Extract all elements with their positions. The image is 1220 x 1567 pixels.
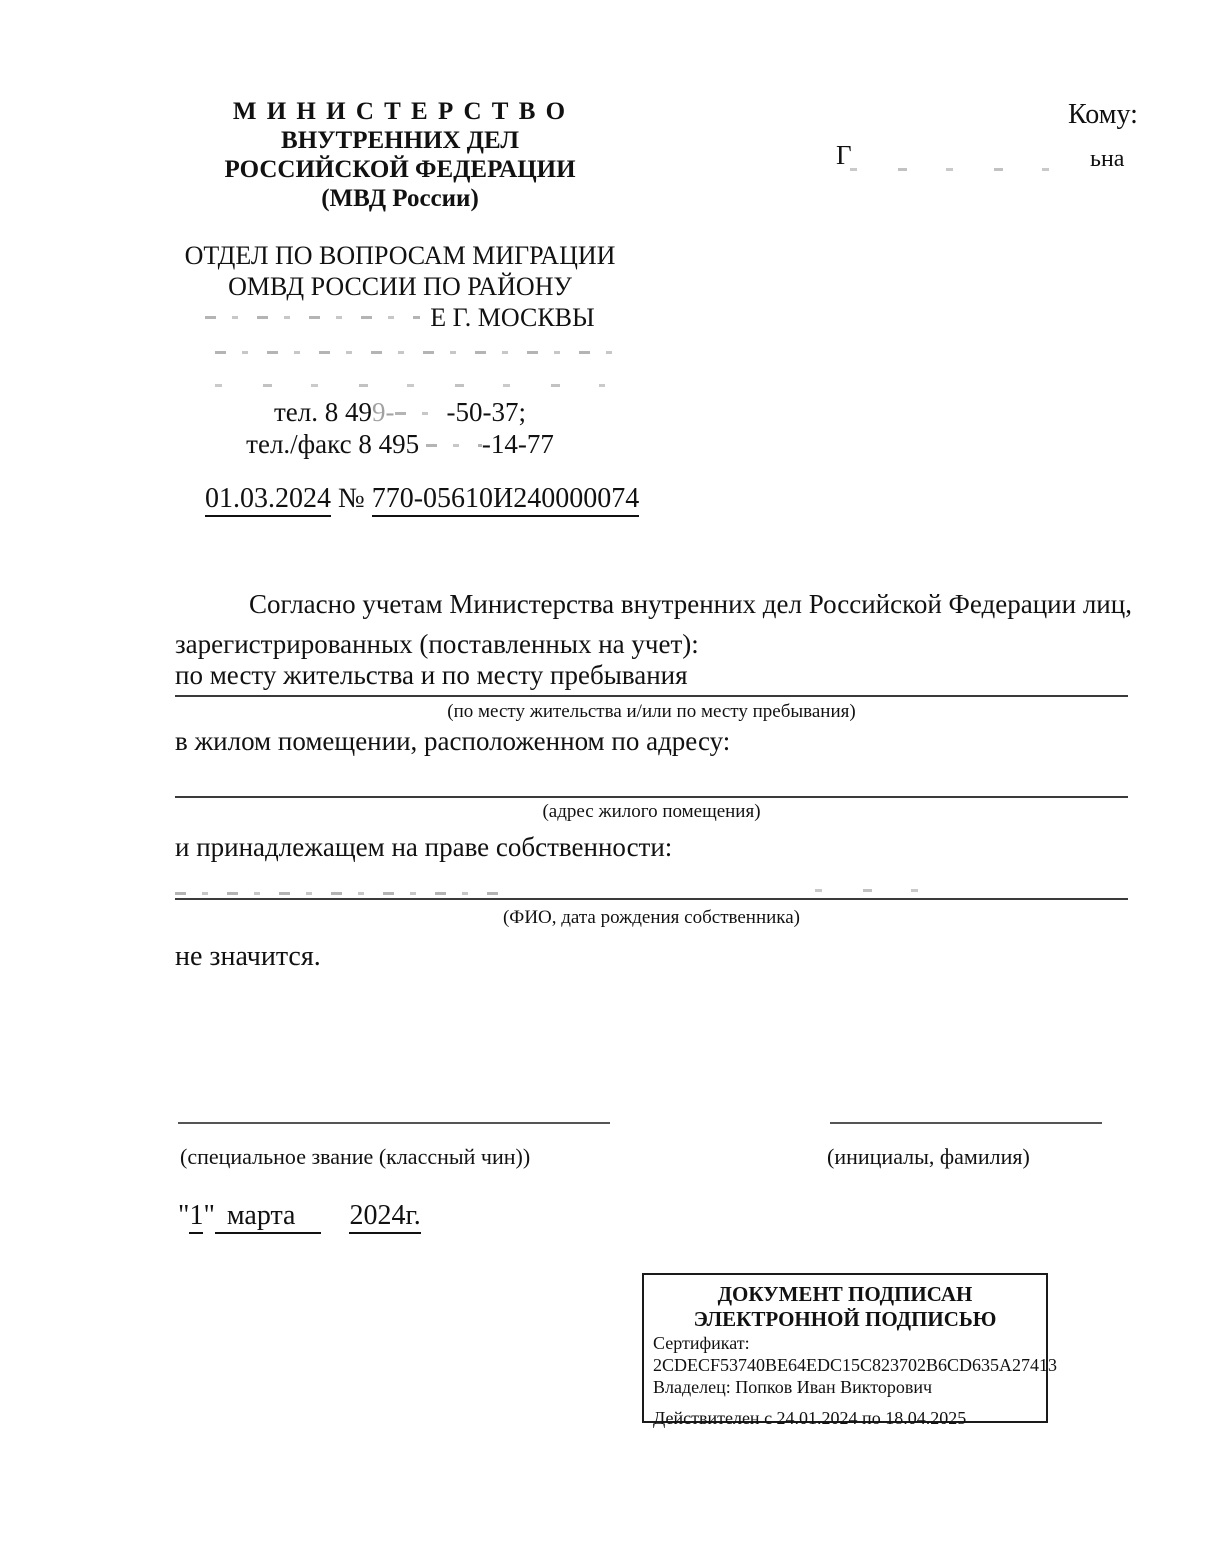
department-header	[130, 240, 670, 333]
phone1-faint-digits: 9-	[372, 397, 395, 427]
phone2-redaction	[426, 444, 482, 447]
org-line-mvd-abbrev: (МВД России)	[321, 185, 479, 212]
date-open-quote: "	[178, 1200, 190, 1231]
recipient-label: Кому:	[1068, 99, 1138, 130]
address-caption: (адрес жилого помещения)	[542, 801, 761, 822]
dept-line-omvd: ОМВД РОССИИ ПО РАЙОНУ	[228, 272, 572, 301]
ownership-line: и принадлежащем на праве собственности:	[175, 832, 673, 862]
signature-line-rank	[178, 1122, 610, 1124]
district-name-redaction	[205, 316, 420, 319]
stamp-title-line-1: ДОКУМЕНТ ПОДПИСАН	[717, 1282, 973, 1306]
owner-caption: (ФИО, дата рождения собственника)	[502, 907, 801, 928]
number-sign: №	[338, 483, 365, 514]
stamp-validity: Действителен с 24.01.2024 по 18.04.2025	[653, 1408, 967, 1428]
recipient-name-fragment-right: ьна	[1090, 146, 1125, 172]
electronic-signature-stamp	[642, 1273, 1058, 1428]
stamp-cert-label: Сертификат:	[653, 1333, 750, 1353]
phone2-visible-prefix: тел./факс 8 495	[246, 429, 420, 459]
date-close-quote: "	[203, 1200, 215, 1231]
stamp-cert-value: 2CDECF53740BE64EDC15C823702B6CD635A27413	[653, 1355, 1058, 1375]
signature-caption-rank: (специальное звание (классный чин))	[180, 1144, 531, 1169]
stamp-title-line-2: ЭЛЕКТРОННОЙ ПОДПИСЬЮ	[693, 1307, 997, 1331]
registration-type-caption: (по месту жительства и/или по месту пребывания)	[447, 701, 856, 722]
recipient-name-fragment-left: Г	[836, 140, 852, 170]
org-line-internal-affairs: ВНУТРЕННИХ ДЕЛ	[281, 127, 519, 154]
document-date-line	[178, 1200, 421, 1232]
org-header	[155, 97, 645, 213]
date-month: марта	[215, 1200, 322, 1234]
phone-line-2	[130, 428, 670, 460]
recipient-name-redaction	[850, 168, 1090, 171]
org-line-ministry: М И Н И С Т Е Р С Т В О	[232, 98, 568, 125]
phone1-redaction	[395, 412, 447, 415]
date-day: 1	[189, 1200, 203, 1234]
date-year: 2024г.	[349, 1200, 420, 1234]
dept-line-district	[130, 302, 670, 333]
address-redaction-line-1	[215, 351, 620, 354]
org-line-russian-federation: РОССИЙСКОЙ ФЕДЕРАЦИИ	[224, 156, 576, 183]
phone-line-1	[130, 396, 670, 428]
premises-line: в жилом помещении, расположенном по адресу:	[175, 726, 731, 756]
phone2-visible-suffix: -14-77	[481, 429, 554, 459]
dept-line-migration: ОТДЕЛ ПО ВОПРОСАМ МИГРАЦИИ	[184, 241, 616, 270]
phone1-visible-suffix: -50-37;	[446, 397, 526, 427]
result-statement: не значится.	[175, 941, 321, 972]
owner-field-redacted	[175, 868, 1128, 900]
signature-line-name	[830, 1122, 1102, 1124]
address-field-blank	[175, 768, 1128, 798]
phone1-visible-prefix: тел. 8 49	[274, 397, 373, 427]
registration-type-field: по месту жительства и по месту пребывания	[175, 660, 1128, 697]
owner-name-redaction-1	[175, 892, 505, 895]
signature-caption-name: (инициалы, фамилия)	[827, 1144, 1030, 1169]
address-redaction-line-2	[215, 384, 605, 387]
body-paragraph: Согласно учетам Министерства внутренних дел Российской Федерации лиц, зарегистрированных (поставленных на учет):	[175, 589, 1132, 659]
reference-date: 01.03.2024	[205, 483, 331, 517]
district-visible-text: Е Г. МОСКВЫ	[430, 303, 595, 332]
reference-line	[205, 483, 639, 515]
contact-phones	[130, 396, 670, 460]
owner-name-redaction-2	[815, 889, 945, 892]
stamp-owner: Владелец: Попков Иван Викторович	[653, 1377, 933, 1397]
reference-number: 770-05610И240000074	[372, 483, 640, 517]
